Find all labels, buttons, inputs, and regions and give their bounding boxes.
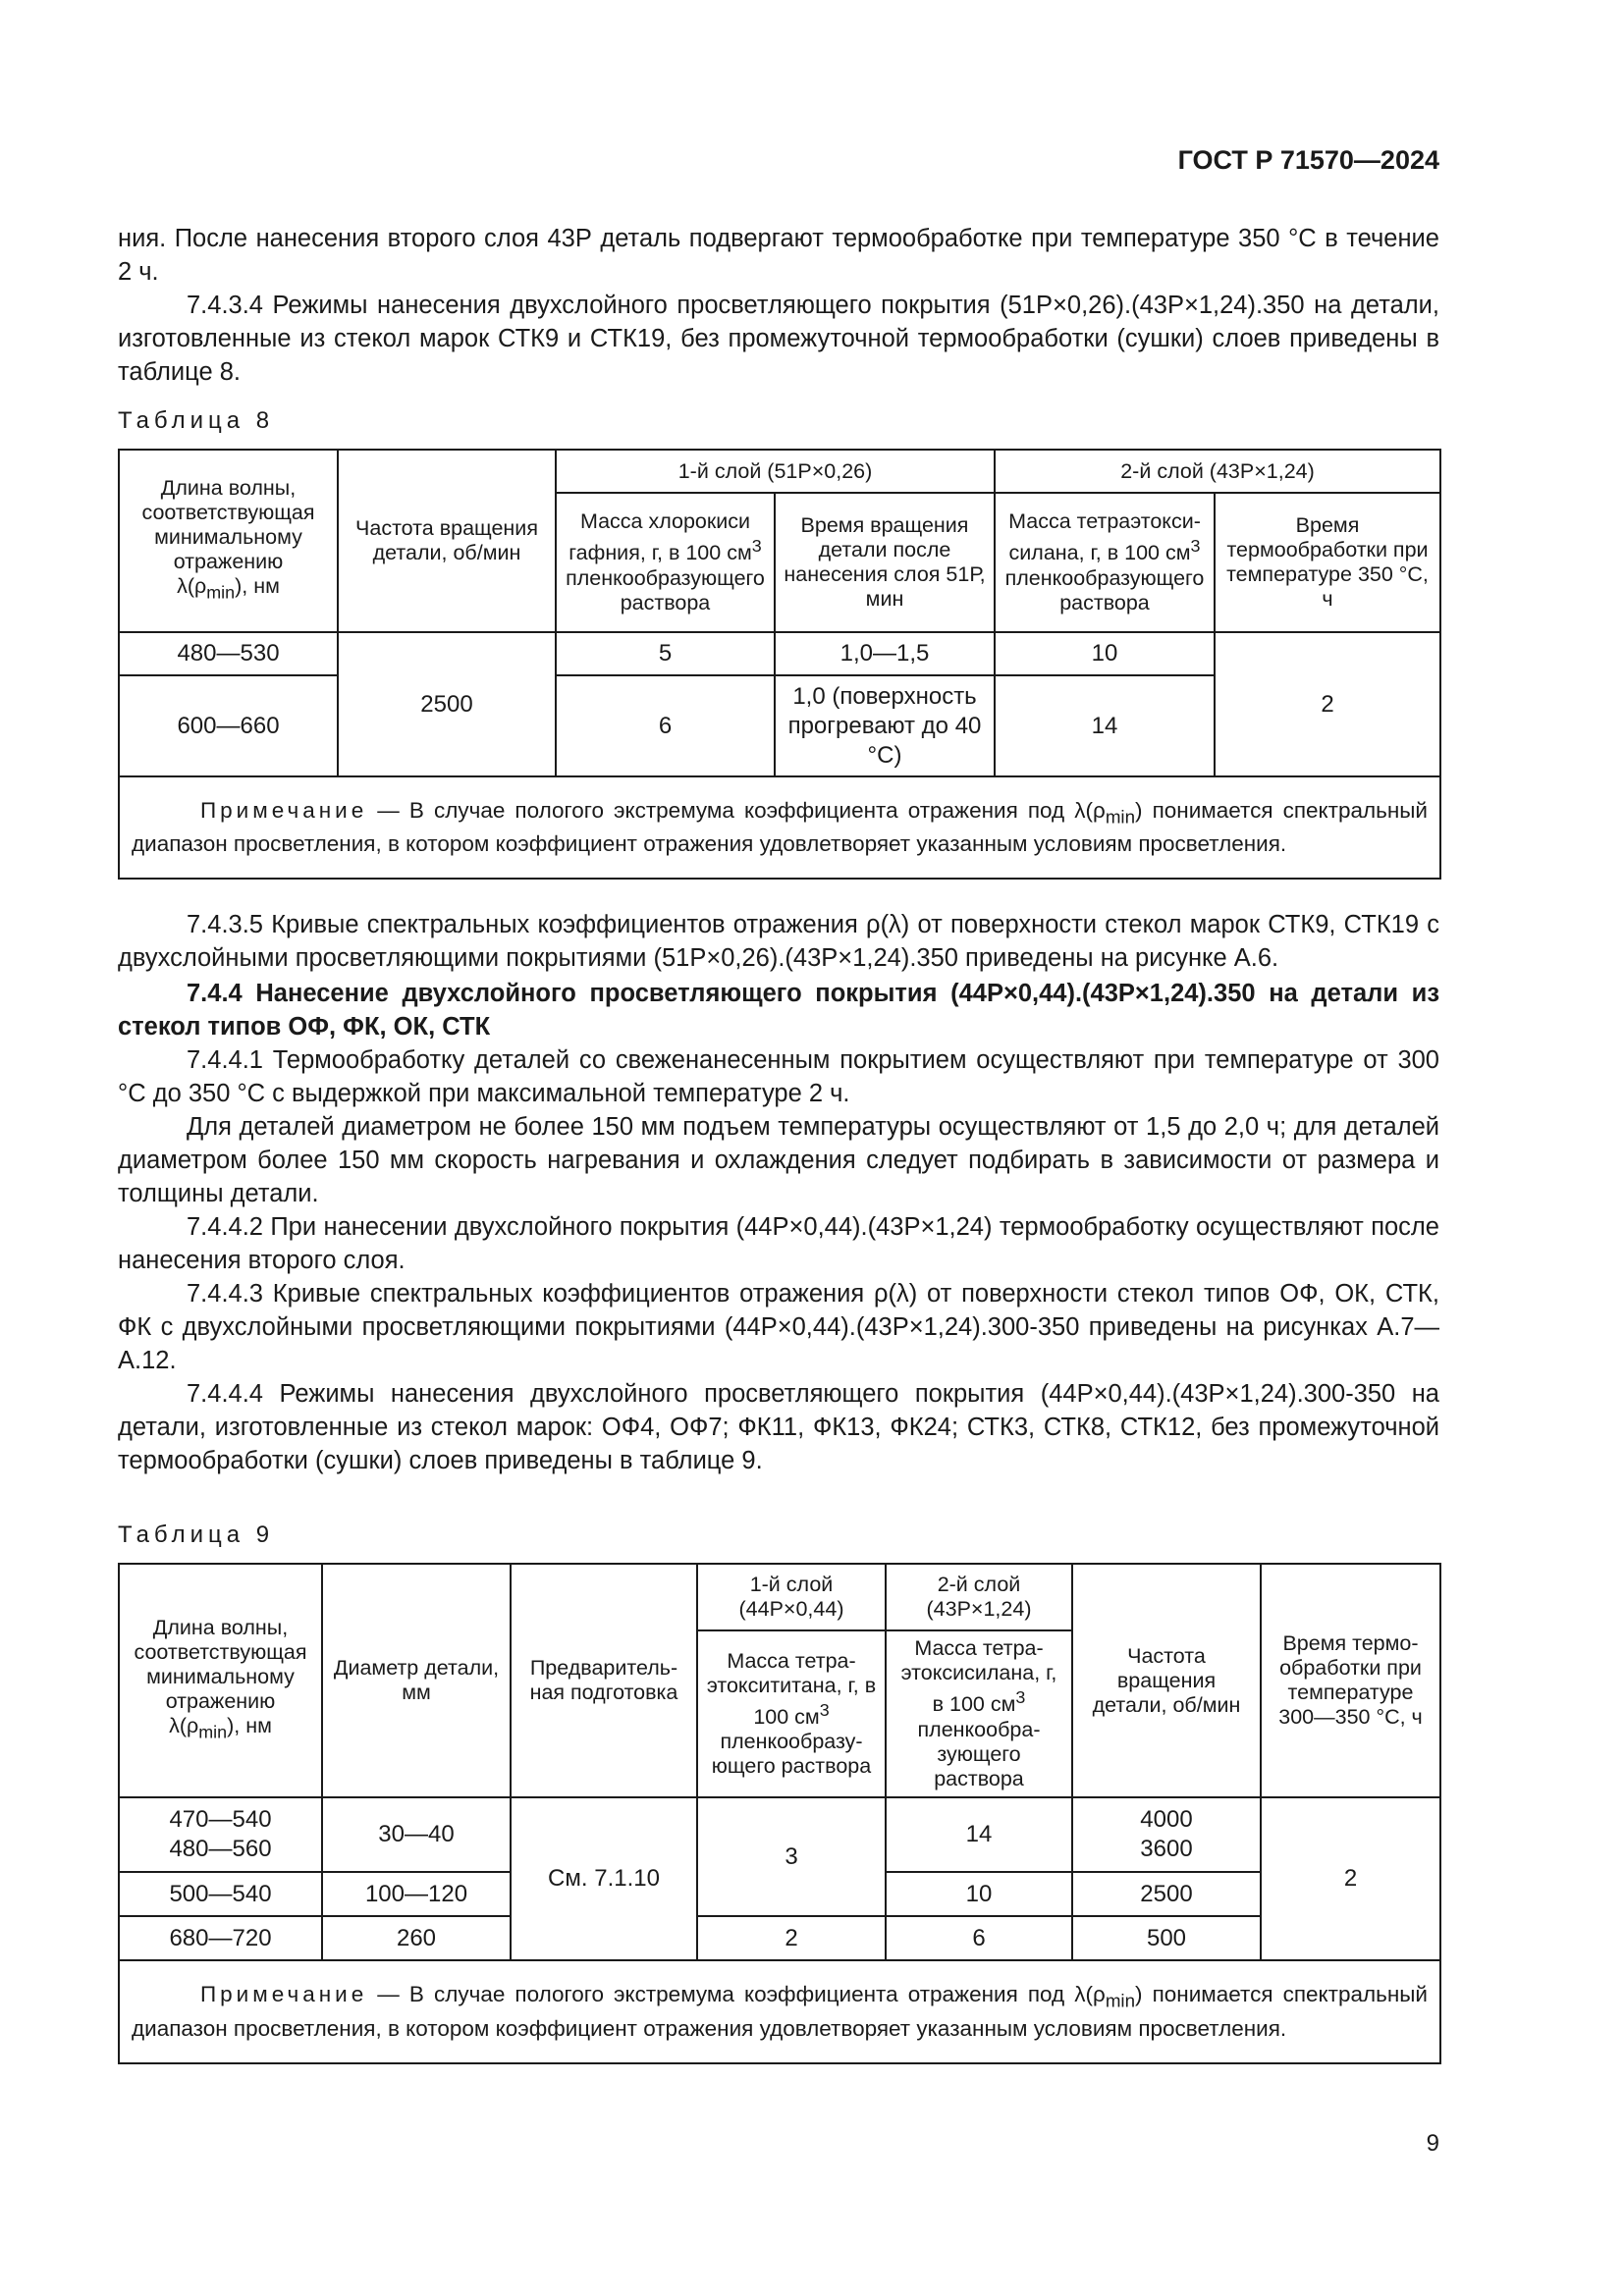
paragraph: ния. После нанесения второго слоя 43Р деталь подвергают термообработке при температуре 350 °С в течение 2 ч. <box>118 225 1439 286</box>
page-number: 9 <box>1426 2130 1439 2157</box>
paragraph-7435: 7.4.3.5 Кривые спектральных коэффициентов отражения ρ(λ) от поверхности стекол марок СТК9, СТК19 с двухслойными просветляющими покрытиями (51Р×0,26).(43Р×1,24).350 приведены на рисунке А.6. <box>118 911 1439 972</box>
table8-cell-mass1: 5 <box>556 632 775 675</box>
table9-header-wavelength: Длина волны, соответствующая минимальному отражению $\lambda(\rho_{min})$, нм <box>119 1564 322 1797</box>
paragraph: Для деталей диаметром не более 150 мм подъем температуры осуществляют от 1,5 до 2,0 ч; для деталей диаметром более 150 мм скорость нагревания и охлаждения следует подбирать в зависимости от размера и толщины детали. <box>118 1113 1439 1207</box>
table-row <box>119 632 1440 675</box>
table8-header-heat-time: Время термообработки при температуре 350 °С, ч <box>1215 493 1440 632</box>
table-row <box>119 1916 1440 1960</box>
table8-note: Примечание — В случае пологого экстремума коэффициента отражения под $\lambda(\rho_{min})$ понимается спектральный диапазон просветления, в котором коэффициент отражения удовлетворяет указанным условиям просветления. <box>119 776 1440 879</box>
table9-cell-mass1: 3 <box>697 1797 886 1916</box>
table8-cell-speed: 2500 <box>338 632 556 776</box>
table-row <box>119 1797 1440 1872</box>
table8-cell-wavelength: 480—530 <box>119 632 338 675</box>
table9-cell-mass2: 14 <box>886 1797 1072 1872</box>
table9-header-layer1: 1-й слой (44Р×0,44) <box>697 1564 886 1630</box>
table8-cell-mass1: 6 <box>556 675 775 776</box>
section-heading-744: 7.4.4 Нанесение двухслойного просветляющего покрытия (44Р×0,44).(43Р×1,24).350 на детали из стекол типов ОФ, ФК, ОК, СТК <box>118 980 1439 1041</box>
table8-header-layer1: 1-й слой (51Р×0,26) <box>556 450 995 493</box>
table8-cell-heat-time: 2 <box>1215 632 1440 776</box>
table9-header-mass-si: Масса тетраэтоксисилана, г, в 100 $см^3$ пленкообразующего раствора <box>886 1630 1072 1797</box>
table8-header-speed: Частота вращения детали, об/мин <box>338 450 556 632</box>
table8-caption: Таблица 8 <box>118 407 275 434</box>
table8-cell-mass2: 10 <box>995 632 1215 675</box>
table8-header-wavelength: Длина волны, соответствующая минимальному отражению $\lambda(\rho_{min})$, нм <box>119 450 338 632</box>
paragraph-7441: 7.4.4.1 Термообработку деталей со свеженанесенным покрытием осуществляют при температуре от 300 °С до 350 °С с выдержкой при максимальной температуре 2 ч. <box>118 1046 1439 1107</box>
table8-header-mass-hf: Масса хлорокиси гафния, г, в 100 $см^3$ пленкообразующего раствора <box>556 493 775 632</box>
table8-header-layer2: 2-й слой (43Р×1,24) <box>995 450 1440 493</box>
paragraph-7434: 7.4.3.4 Режимы нанесения двухслойного просветляющего покрытия (51Р×0,26).(43Р×1,24).350 на детали, изготовленные из стекол марок СТК9 и СТК19, без промежуточной термообработки (сушки) слоев приведены в таблице 8. <box>118 292 1439 386</box>
table8-cell-time: 1,0—1,5 <box>775 632 995 675</box>
table-9 <box>118 1563 1441 2064</box>
table9-cell-heat-time: 2 <box>1261 1797 1440 1960</box>
table9-header-heat-time: Время термообработки при температуре 300—350 °С, ч <box>1261 1564 1440 1797</box>
table8-cell-mass2: 14 <box>995 675 1215 776</box>
table9-cell-wavelength: 500—540 <box>119 1872 322 1916</box>
table9-caption: Таблица 9 <box>118 1522 275 1548</box>
paragraph-7444: 7.4.4.4 Режимы нанесения двухслойного просветляющего покрытия (44Р×0,44).(43Р×1,24).300-350 на детали, изготовленные из стекол марок: ОФ4, ОФ7; ФК11, ФК13, ФК24; СТК3, СТК8, СТК12, без промежуточной термообработки (сушки) слоев приведены в таблице 9. <box>118 1380 1439 1474</box>
table8-cell-time: 1,0 (поверхность прогревают до 40 °С) <box>775 675 995 776</box>
paragraph-7443: 7.4.4.3 Кривые спектральных коэффициентов отражения ρ(λ) от поверхности стекол типов ОФ, ОК, СТК, ФК с двухслойными просветляющими покрытиями (44Р×0,44).(43Р×1,24).300-350 приведены на рисунках А.7—А.12. <box>118 1280 1439 1374</box>
table9-cell-wavelength: 470—540 480—560 <box>119 1797 322 1872</box>
table9-note: Примечание — В случае пологого экстремума коэффициента отражения под $\lambda(\rho_{min})$ понимается спектральный диапазон просветления, в котором коэффициент отражения удовлетворяет указанным условиям просветления. <box>119 1960 1440 2063</box>
table9-cell-speed: 4000 3600 <box>1072 1797 1261 1872</box>
table9-header-preparation: Предварительная подготовка <box>511 1564 697 1797</box>
table9-cell-speed: 2500 <box>1072 1872 1261 1916</box>
table9-cell-wavelength: 680—720 <box>119 1916 322 1960</box>
table9-cell-diameter: 260 <box>322 1916 511 1960</box>
table8-header-mass-teos: Масса тетраэтоксисилана, г, в 100 $см^3$ пленкообразующего раствора <box>995 493 1215 632</box>
table9-cell-speed: 500 <box>1072 1916 1261 1960</box>
table8-cell-wavelength: 600—660 <box>119 675 338 776</box>
table9-cell-mass1: 2 <box>697 1916 886 1960</box>
table9-header-layer2: 2-й слой (43Р×1,24) <box>886 1564 1072 1630</box>
table9-header-mass-ti: Масса тетраэтоксититана, г, в 100 $см^3$ пленкообразующего раствора <box>697 1630 886 1797</box>
paragraph-7442: 7.4.4.2 При нанесении двухслойного покрытия (44Р×0,44).(43Р×1,24) термообработку осуществляют после нанесения второго слоя. <box>118 1213 1439 1274</box>
table8-header-rotation-time: Время вращения детали после нанесения слоя 51Р, мин <box>775 493 995 632</box>
table9-cell-mass2: 6 <box>886 1916 1072 1960</box>
table9-cell-preparation: См. 7.1.10 <box>511 1797 697 1960</box>
table9-cell-diameter: 100—120 <box>322 1872 511 1916</box>
document-number: ГОСТ Р 71570—2024 <box>1177 145 1439 175</box>
table-8 <box>118 449 1441 880</box>
table9-cell-mass2: 10 <box>886 1872 1072 1916</box>
table9-cell-diameter: 30—40 <box>322 1797 511 1872</box>
table9-header-speed: Частота вращения детали, об/мин <box>1072 1564 1261 1797</box>
table9-header-diameter: Диаметр детали, мм <box>322 1564 511 1797</box>
